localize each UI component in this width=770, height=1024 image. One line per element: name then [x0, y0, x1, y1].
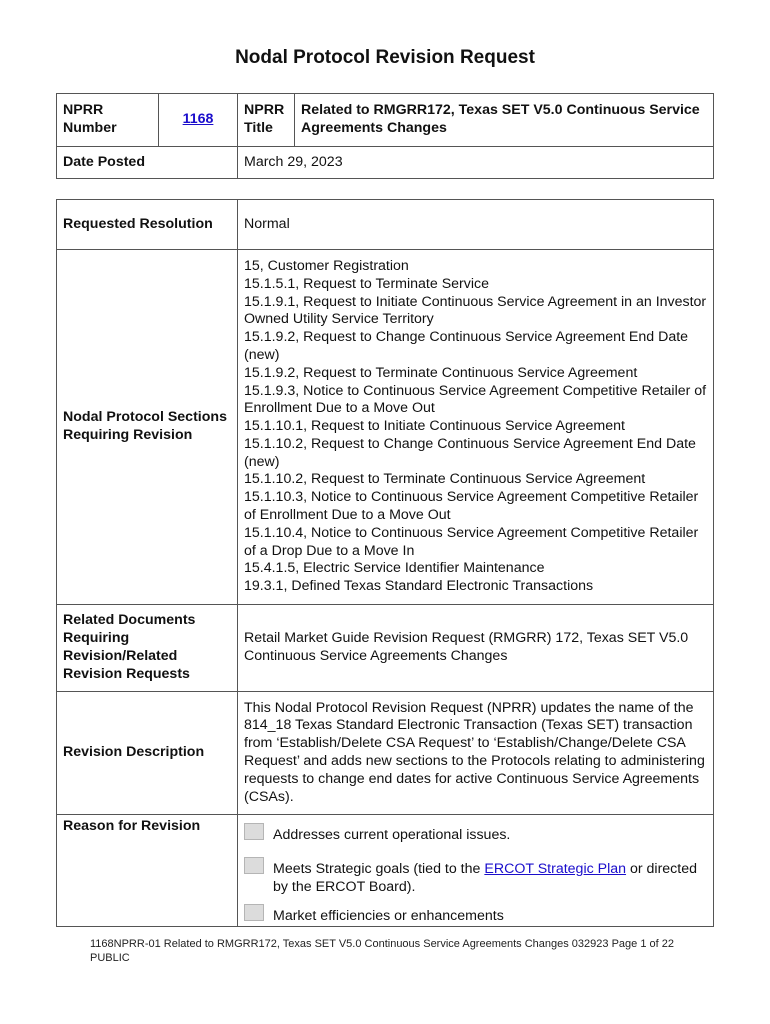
date-posted-label: Date Posted [57, 147, 238, 179]
revision-description: This Nodal Protocol Revision Request (NPRR) updates the name of the 814_18 Texas Standard Electronic Transaction (Texas SET) transaction from ‘Establish/Delete CSA Request’ to ‘Establish/Change/Delete CSA Request’ and adds new sections to the Protocols relating to administering requests to change end dates for active Continuous Service Agreements (CSAs). [238, 692, 714, 815]
header-table [56, 93, 714, 179]
section-item: 15.1.5.1, Request to Terminate Service [244, 275, 490, 292]
nprr-title-label: NPRR Title [238, 94, 295, 147]
footer-line: 1168NPRR-01 Related to RMGRR172, Texas SET V5.0 Continuous Service Agreements Changes 032923 Page 1 of 22 [90, 938, 674, 950]
section-item: 19.3.1, Defined Texas Standard Electronic Transactions [244, 578, 594, 595]
section-item: 15.1.10.3, Notice to Continuous Service Agreement Competitive Retailer of Enrollment Due to a Move Out [244, 489, 699, 524]
nprr-number-label: NPRR Number [57, 94, 159, 147]
section-item: 15.1.10.1, Request to Initiate Continuous Service Agreement [244, 418, 625, 435]
nprr-title: Related to RMGRR172, Texas SET V5.0 Continuous Service Agreements Changes [295, 94, 714, 147]
section-item: 15.1.9.3, Notice to Continuous Service Agreement Competitive Retailer of Enrollment Due to a Move Out [244, 382, 707, 417]
sections-list [238, 250, 714, 605]
section-item: 15.1.10.2, Request to Terminate Continuous Service Agreement [244, 471, 646, 488]
section-item: 15.1.10.2, Request to Change Continuous Service Agreement End Date (new) [244, 435, 696, 470]
reason-option-efficiencies [244, 904, 707, 926]
reason-checkbox-efficiencies[interactable] [244, 904, 264, 921]
reason-option-label: Addresses current operational issues. [273, 827, 511, 843]
reason-checkbox-strategic[interactable] [244, 857, 264, 874]
ercot-strategic-plan-link[interactable]: ERCOT Strategic Plan [484, 860, 627, 877]
section-item: 15.1.10.4, Notice to Continuous Service Agreement Competitive Retailer of a Drop Due to a Move In [244, 524, 699, 559]
reason-option-operational [244, 823, 707, 845]
section-item: 15.1.9.2, Request to Terminate Continuous Service Agreement [244, 364, 638, 381]
footer-classification: PUBLIC [90, 952, 130, 964]
date-posted: March 29, 2023 [238, 147, 714, 179]
requested-resolution-label: Requested Resolution [57, 200, 238, 250]
reason-option-label: Meets Strategic goals (tied to the ERCOT Strategic Plan or directed by the ERCOT Board). [273, 860, 698, 895]
revision-description-label: Revision Description [57, 692, 238, 815]
page-title: Nodal Protocol Revision Request [235, 47, 535, 68]
reason-checkbox-operational[interactable] [244, 823, 264, 840]
related-docs: Retail Market Guide Revision Request (RMGRR) 172, Texas SET V5.0 Continuous Service Agreements Changes [238, 605, 714, 692]
section-item: 15.1.9.1, Request to Initiate Continuous Service Agreement in an Investor Owned Utility Service Territory [244, 293, 707, 328]
reason-option-strategic [244, 857, 707, 897]
related-docs-label: Related Documents Requiring Revision/Related Revision Requests [57, 605, 238, 692]
details-table [56, 199, 714, 927]
requested-resolution: Normal [238, 200, 714, 250]
section-item: 15.1.9.2, Request to Change Continuous Service Agreement End Date (new) [244, 329, 689, 363]
reason-options [238, 815, 714, 927]
section-item: 15, Customer Registration [244, 257, 409, 274]
nprr-number-link[interactable]: 1168 [182, 111, 214, 128]
reason-option-label: Market efficiencies or enhancements [273, 908, 504, 925]
section-item: 15.4.1.5, Electric Service Identifier Maintenance [244, 560, 545, 577]
page-footer [90, 937, 690, 965]
reason-label: Reason for Revision [57, 815, 238, 927]
sections-label: Nodal Protocol Sections Requiring Revision [57, 250, 238, 605]
